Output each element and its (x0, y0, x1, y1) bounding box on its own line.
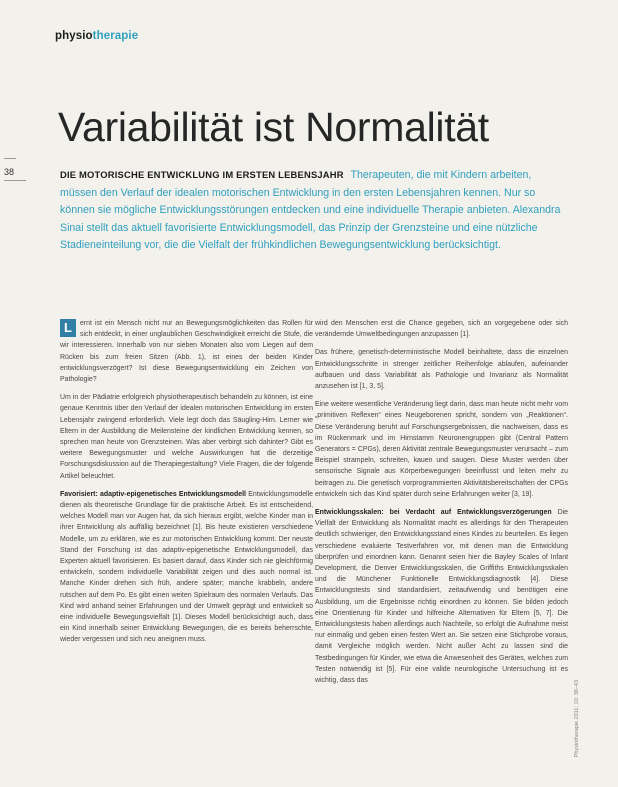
paragraph (315, 507, 568, 686)
side-citation: Physiotherapie 2011; 10: 38–43 (574, 680, 580, 758)
article-title: Variabilität ist Normalität (58, 104, 489, 150)
paragraph: Um in der Pädiatrie erfolgreich physiotherapeutisch behandeln zu können, ist eine genaue Kenntnis über den Verlauf der idealen motorischen Entwicklung im ersten Lebensjahr zwingend erforderlich. Viele legt doch das Säugling-Hirn. Lerner wie Eltern in der Ausbildung die Meilensteine der kindlichen Entwicklung kennen, so sprechen man heute von Grenzsteinen. Was aber verbirgt sich dahinter? Gibt es weitere Bewegungsmuster und welche Auswirkungen hat die derzeitige Forschungsdiskussion auf die Therapiegestaltung? Viele Fragen, die der folgende Artikel beleuchtet. (60, 394, 313, 480)
paragraph-text: Die Vielfalt der Entwicklung als Normalität macht es allerdings für den Therapeuten deutlich schwieriger, den Entwicklungsstand eines Kindes zu beurteilen. Es liegen verschiedene evaluierte Testverfahren vor, mit denen man die Entwicklung überprüfen und einordnen kann. Genannt seien hier die Bayley Scales of Infant Development, die Denver Entwicklungsskalen, die Griffiths Entwicklungsskalen und die Münchener Funktionelle Entwicklungsdiagnostik [4]. Diese Entwicklungstests sind standardisiert, zeitaufwendig und benötigen eine Ausbildung, um die Ergebnisse richtig einordnen zu können. Sie bilden jedoch eine Orientierung für Kinder und hilfreiche Alternativen für Eltern [5, 7]. Die Entwicklungstests haben allerdings auch Nachteile, so erfolgt die Aufnahme meist nur einmalig und geben einen festen Wert an. Sie setzen eine Stichprobe voraus, damit Vergleiche möglich werden. Nicht außer Acht zu lassen sind die Testbedingungen für Kinder, wie etwa die Anwesenheit des Gerätes, welches zum Testen notwendig ist [5]. Für eine valide neurologische Untersuchung ist es wichtig, dass das (315, 509, 568, 685)
margin-rule (4, 180, 26, 181)
paragraph (60, 318, 313, 385)
magazine-header (55, 30, 138, 42)
header-part-therapie: therapie (92, 30, 139, 42)
subheading: Favorisiert: adaptiv-epigenetisches Entwicklungsmodell (60, 490, 246, 498)
article-lead (60, 166, 565, 255)
body-column-right (315, 318, 568, 693)
lead-text: Therapeuten, die mit Kindern arbeiten, müssen den Verlauf der idealen motorischen Entwicklung in den ersten Lebensjahren kennen. Nur so können sie mögliche Entwicklungsstörungen entdecken und eine individuelle Therapie anbieten. Alexandra Sinai stellt das aktuell favorisierte Entwicklungsmodell, das Prinzip der Grenzsteine und eine nützliche Stadieneinteilung vor, die die Vielfalt der frühkindlichen Bewegungsentwicklung berücksichtigt. (60, 169, 561, 252)
paragraph-text: Entwicklungsmodelle dienen als theoretische Grundlage für die praktische Arbeit. Es ist entscheidend, welches Modell man vor Augen hat, da sich hieraus ergibt, welche Kinder man in ihrer Entwicklung als auffällig bezeichnet [1]. Bis heute existieren verschiedene Modelle, um zu erklären, wie es zur motorischen Entwicklung kommt. Der neuste Stand der Forschung ist das adaptiv-epigenetische Entwicklungsmodell, das Experten aktuell favorisieren. Es basiert darauf, dass Kinder sich nie gleichförmig entwickeln, sondern individuelle Variabilität zeigen und dies auch normal ist. Manche Kinder drehen sich früh, andere später; manche krabbeln, andere rutschen auf dem Po. Es gibt einen weiten Spielraum des normalen Verlaufs. Das Kind wird anhand seiner Erfahrungen und der Umwelt geprägt und entwickelt so eine individuelle Bewegungsvielfalt [1]. Dieses Modell berücksichtigt auch, dass ein Kind innerhalb seiner Entwicklung Bewegungen, die es bereits beherrschte, wieder vergessen und sich neu aneignen muss. (60, 490, 314, 644)
lead-kicker: DIE MOTORISCHE ENTWICKLUNG IM ERSTEN LEBENSJAHR (60, 169, 344, 180)
paragraph: Das frühere, genetisch-deterministische Modell beinhaltete, dass die einzelnen Entwicklungsschritte in strenger zeitlicher Reihenfolge ablaufen, aufeinander aufbauen und dass Variabilität als Pathologie und Invarianz als Normalität anzusehen ist [1, 3, 5]. (315, 349, 568, 391)
page-number: 38 (4, 167, 15, 177)
subheading: Entwicklungsskalen: bei Verdacht auf Entwicklungsverzögerungen (315, 509, 552, 517)
header-part-physio: physio (55, 30, 93, 42)
margin-rule (4, 158, 16, 159)
body-column-left (60, 318, 313, 653)
dropcap: L (60, 319, 76, 337)
paragraph (60, 489, 313, 646)
paragraph-text: ernt ist ein Mensch nicht nur an Bewegungsmöglichkeiten das Rollen für sich entdeckt, in einer unglaublichen Geschwindigkeit erreicht die Stufe, die wir interessieren. Innerhalb von nur sieben Monaten also vom Liegen auf dem Rücken bis zum freien Sitzen (Abb. 1), ist eines der beiden Kinder entwicklungsverzögert? Ist diese Bewegungsentwicklung ein Zeichen von Pathologie? (60, 320, 313, 384)
paragraph: Eine weitere wesentliche Veränderung liegt darin, dass man heute nicht mehr vom „primitiven Reflexen“ eines Neugeborenen spricht, sondern von „Reaktionen“. Diese Veränderung beruht auf Forschungsergebnissen, die nachweisen, dass es im Rückenmark und im Hirnstamm Neuronengruppen gibt (Central Pattern Generators = CPGs), deren Aktivität zentrale Bewegungsmuster verursacht – zum Beispiel strampeln, schreiten, kauen und saugen. Diese Muster werden über sensorische Signale aus Körperbewegungen beeinflusst und leiten mehr zu beitragen zu. Die genetisch vorprogrammierten Aktivitätsbereitschaften der CPGs entwickeln sich das Kind später durch seine Erfahrungen weiter [3, 19]. (315, 401, 568, 498)
paragraph: wird den Menschen erst die Chance gegeben, sich an vorgegebene oder sich verändernde Umweltbedingungen anzupassen [1]. (315, 320, 568, 339)
